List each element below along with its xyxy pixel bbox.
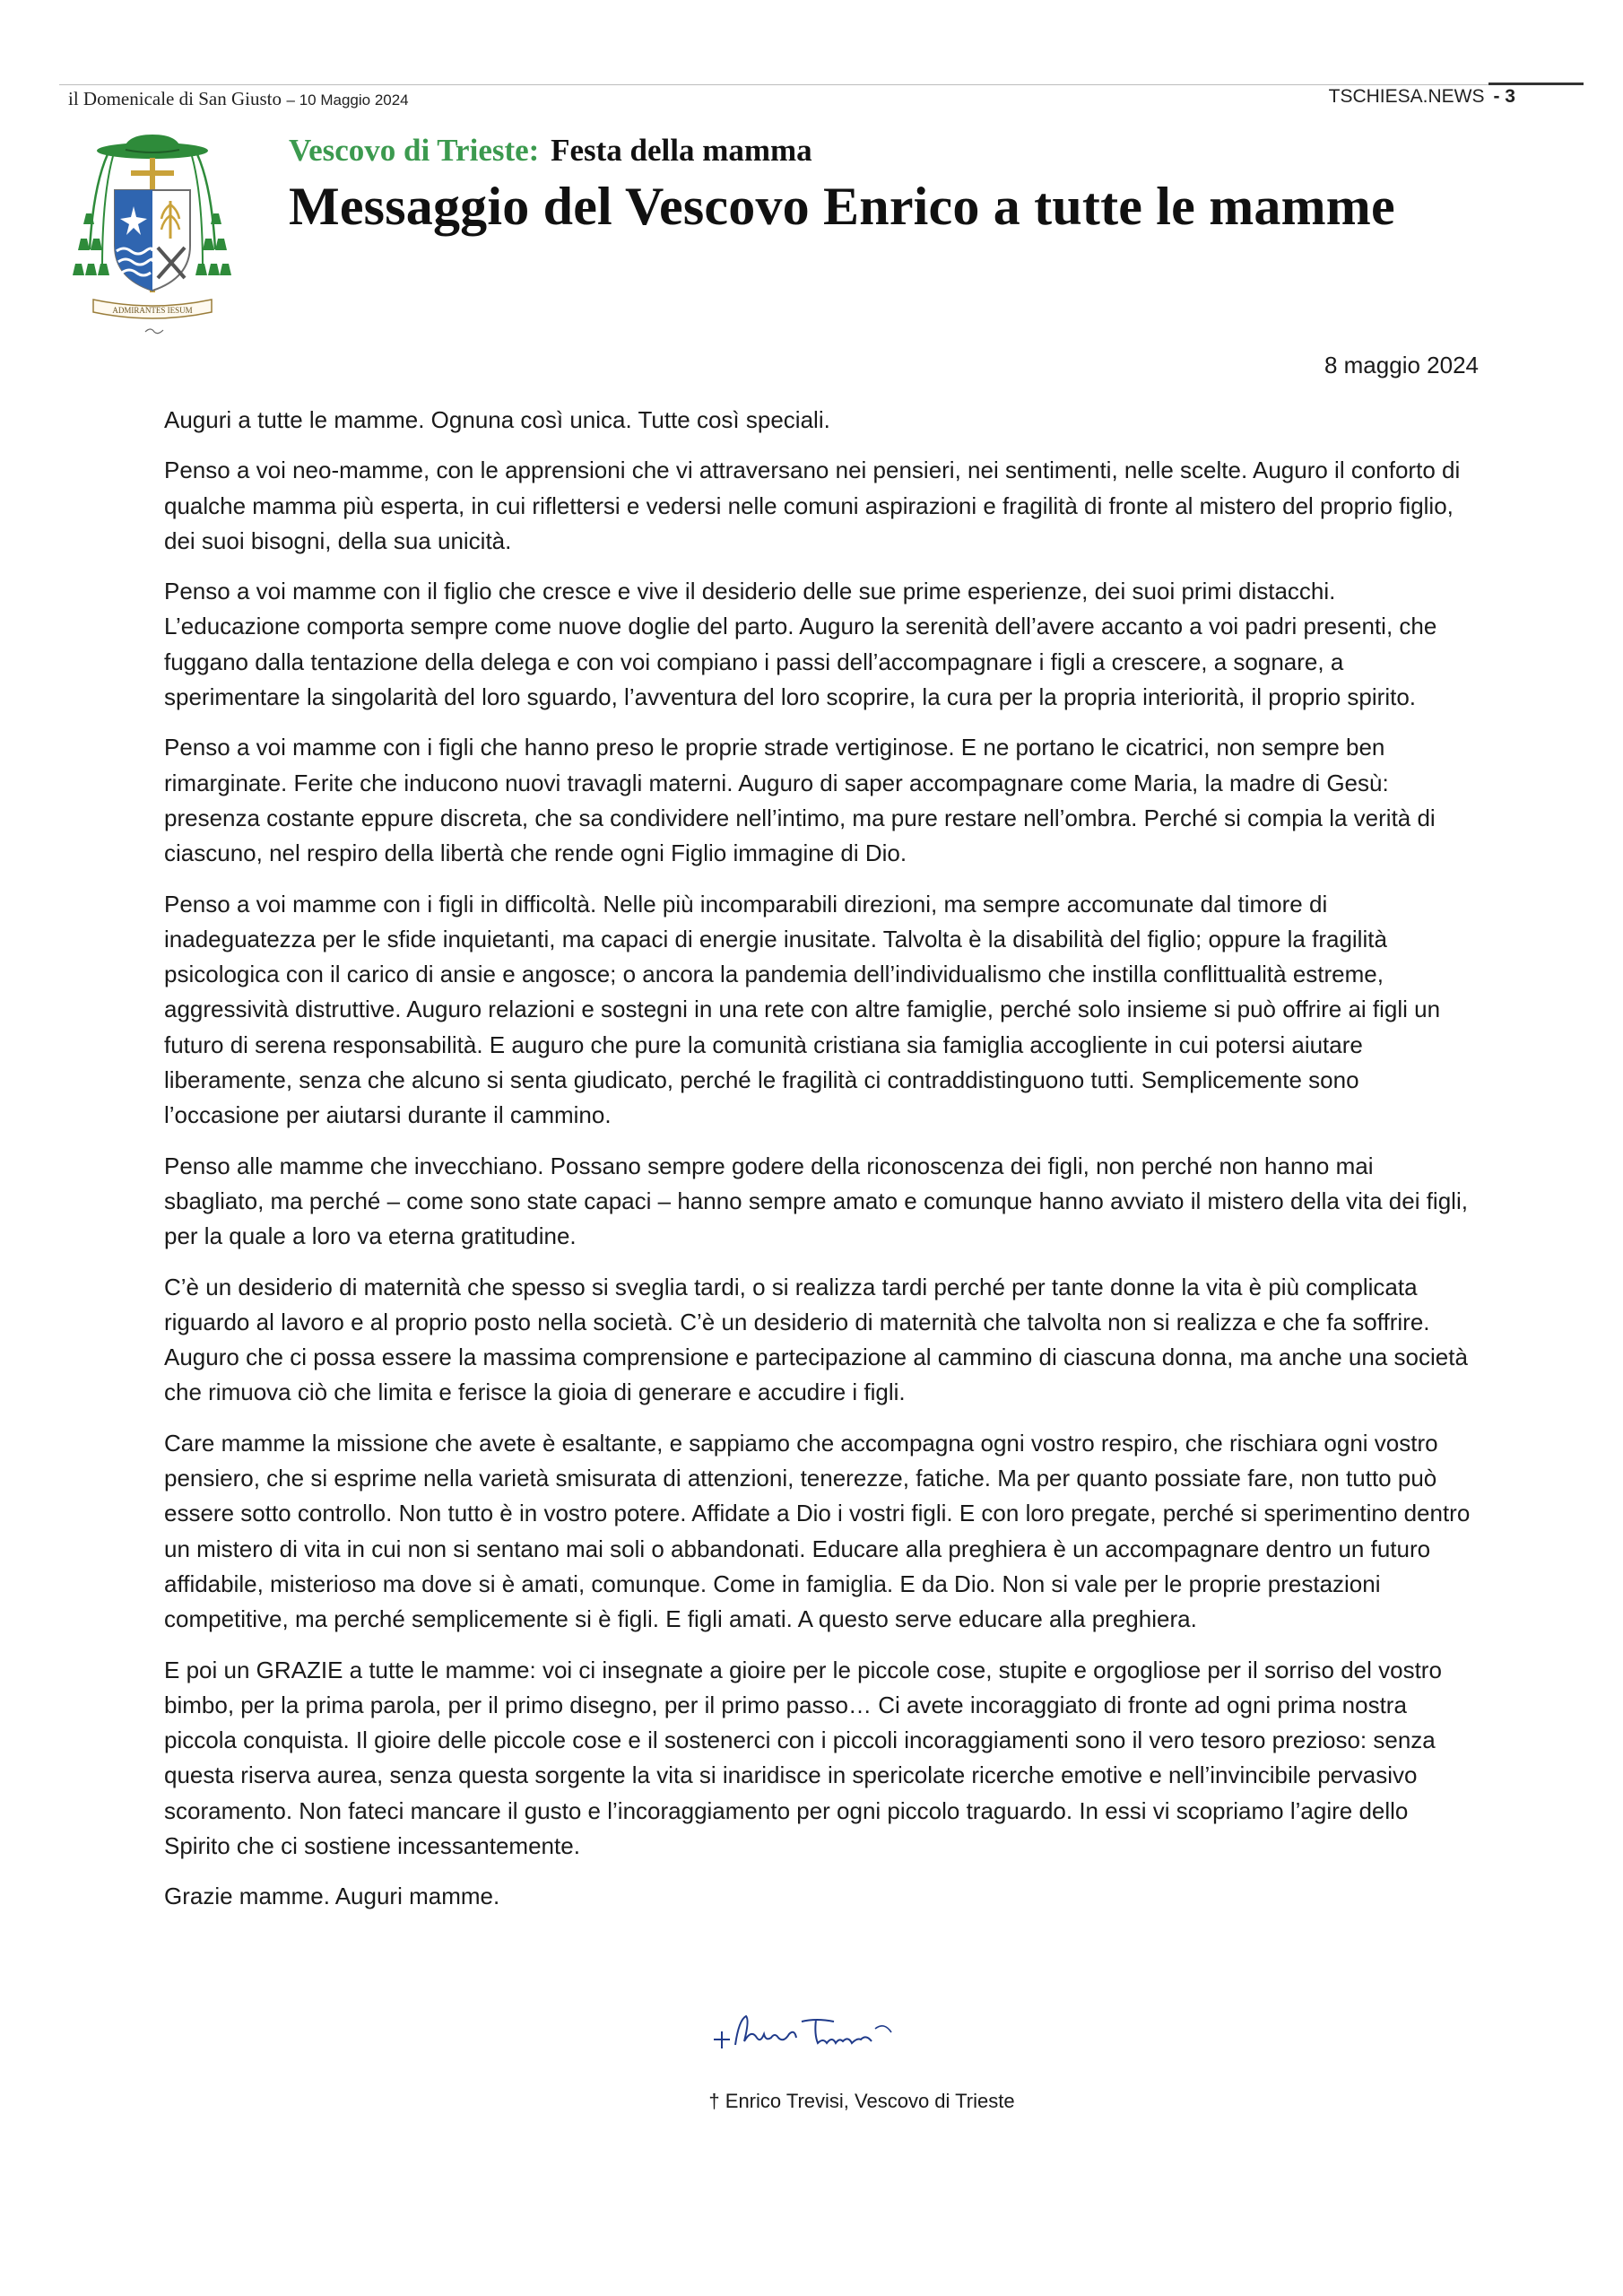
letter-date: 8 maggio 2024	[1324, 352, 1479, 378]
paragraph: Penso a voi mamme con i figli che hanno preso le proprie strade vertiginose. E ne portano le cicatrici, non sempre ben rimarginate. Ferite che inducono nuovi travagli materni. Auguro di saper accompagnare come Maria, la madre di Gesù: presenza costante eppure discreta, che sa condividere nell’intimo, ma pure restare nell’ombra. Perché si compia la verità di ciascuno, nel respiro della libertà che rende ogni Figlio immagine di Dio.	[164, 734, 1436, 867]
handwritten-signature	[708, 2002, 906, 2066]
paragraph: Penso a voi neo-mamme, con le apprensioni che vi attraversano nei pensieri, nei sentimenti, nelle scelte. Auguro il conforto di qualche mamma più esperta, in cui riflettersi e vedersi nelle comuni aspirazioni e fragilità di fronte al mistero del proprio figlio, dei suoi bisogni, della sua unicità.	[164, 457, 1461, 554]
signoff: † Enrico Trevisi, Vescovo di Trieste	[708, 2090, 1015, 2112]
kicker-label: Vescovo di Trieste:	[289, 133, 540, 168]
article-kicker	[289, 133, 812, 169]
header-rule-accent	[1488, 83, 1584, 85]
paragraph: Grazie mamme. Auguri mamme.	[164, 1883, 500, 1910]
issue-date: – 10 Maggio 2024	[286, 91, 409, 109]
article-body	[164, 403, 1473, 1930]
publication-name: il Domenicale di San Giusto	[68, 88, 282, 109]
paragraph: E poi un GRAZIE a tutte le mamme: voi ci insegnate a gioire per le piccole cose, stupite e orgogliose per il sorriso del vostro bimbo, per la prima parola, per il primo disegno, per il primo passo… Ci avete incoraggiato di fronte ad ogni prima nostra piccola conquista. Il gioire delle piccole cose e il sostenerci con i piccoli incoraggiamenti sono il vero tesoro prezioso: senza questa riserva aurea, senza questa sorgente la vita si inaridisce in spericolate ricerche emotive e nell’invincibile pervasivo scoramento. Non fateci mancare il gusto e l’incoraggiamento per ogni piccolo traguardo. In essi vi scopriamo l’agire dello Spirito che ci sostiene incessantemente.	[164, 1656, 1442, 1859]
header-publication	[68, 88, 409, 110]
article-title: Messaggio del Vescovo Enrico a tutte le mamme	[289, 177, 1395, 236]
paragraph: Care mamme la missione che avete è esaltante, e sappiamo che accompagna ogni vostro respiro, che rischiara ogni vostro pensiero, che si esprime nella varietà smisurata di attenzioni, tenerezze, fatiche. Ma per quanto possiate fare, non tutto può essere sotto controllo. Non tutto è in vostro potere. Affidate a Dio i vostri figli. E con loro pregate, perché si sperimentino dentro un mistero di vita in cui non si sentano mai soli o abbandonati. Educare alla preghiera è un accompagnare dentro un futuro affidabile, misterioso ma dove si è amati, comunque. Come in famiglia. E da Dio. Non si vale per le proprie prestazioni competitive, ma perché semplicemente si è figli. E figli amati. A questo serve educare alla preghiera.	[164, 1429, 1471, 1633]
paragraph: Penso a voi mamme con il figlio che cresce e vive il desiderio delle sue prime esperienze, dei suoi primi distacchi. L’educazione comporta sempre come nuove doglie del parto. Auguro la serenità dell’avere accanto a voi padri presenti, che fuggano dalla tentazione della delega e con voi compiano i passi dell’accompagnare i figli a crescere, a sognare, a sperimentare la singolarità del loro sguardo, l’avventura del loro scoprire, la cura per la propria interiorità, il proprio spirito.	[164, 578, 1437, 711]
paragraph: Penso alle mamme che invecchiano. Possano sempre godere della riconoscenza dei figli, non perché non hanno mai sbagliato, ma perché – come sono state capaci – hanno sempre amato e comunque hanno avviato il mistero della vita dei figli, per la quale a loro va eterna gratitudine.	[164, 1152, 1468, 1250]
bishop-coat-of-arms-icon	[72, 133, 233, 341]
site-name: TSCHIESA.NEWS	[1328, 86, 1485, 107]
kicker-topic: Festa della mamma	[551, 133, 812, 168]
crest-motto: ADMIRANTES IESUM	[112, 306, 193, 315]
header-rule	[59, 84, 1584, 85]
paragraph: Penso a voi mamme con i figli in difficoltà. Nelle più incomparabili direzioni, ma sempre accomunate dal timore di inadeguatezza per le sfide inquietanti, ma capaci di energie inusitate. Talvolta è la disabilità del figlio; oppure la fragilità psicologica con il carico di ansie e angosce; o ancora la pandemia dell’individualismo che instilla conflittualità estreme, aggressività distruttive. Auguro relazioni e sostegni in una rete con altre famiglie, perché solo insieme si può offrire ai figli un futuro di serena responsabilità. E auguro che pure la comunità cristiana sia famiglia accogliente in cui potersi aiutare liberamente, senza che alcuno si senta giudicato, perché le fragilità ci contraddistinguono tutti. Semplicemente sono l’occasione per aiutarsi durante il cammino.	[164, 890, 1441, 1129]
paragraph: Auguri a tutte le mamme. Ognuna così unica. Tutte così speciali.	[164, 406, 830, 433]
header-site	[1329, 86, 1515, 108]
paragraph: C’è un desiderio di maternità che spesso si sveglia tardi, o si realizza tardi perché per tante donne la vita è più complicata riguardo al lavoro e al proprio posto nella società. C’è un desiderio di maternità che talvolta non si realizza e che fa soffrire. Auguro che ci possa essere la massima comprensione e partecipazione al cammino di ciascuna donna, ma anche una società che rimuova ciò che limita e ferisce la gioia di generare e accudire i figli.	[164, 1273, 1468, 1406]
page-number: - 3	[1493, 86, 1515, 107]
